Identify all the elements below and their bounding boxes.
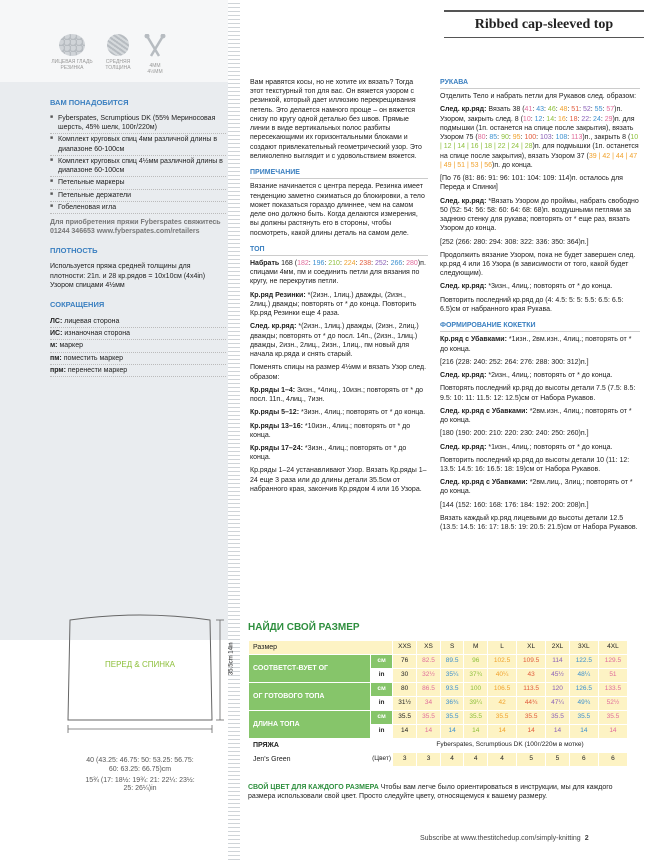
cast-on-text: Набрать 168 (182: 196: 210: 224: 238: 252: 266: 280)п. спицами 4мм, пм и соединить петли для вязания по кругу, не перекрутив петли.	[250, 259, 426, 286]
next-round-text: След. кр.ряд: *(2изн., 1лиц.) дважды, (2изн., 2лиц.) дважды; повторять от * до посл. 14п., (2изн., 1лиц.) дважды, 2изн., 2лиц., 2изн., 1лиц., пм новый для начала кр.ряда и снять старый.	[250, 323, 419, 359]
left-sidebar	[0, 0, 240, 640]
knit-texture-icon	[59, 34, 85, 56]
repeat-text: Повторить последний кр.ряд до (4: 4.5: 5: 5: 5.5: 6.5: 6.5: 6.5)см от набранного края Рукава.	[440, 296, 624, 313]
table-row: ОГ ГОТОВОГО ТОПА см 80 86.5 93.5 100 106.5 113.5 120 126.5 133.5	[249, 683, 628, 697]
page-title: Ribbed cap-sleeved top	[444, 10, 644, 38]
abbr-list	[50, 316, 226, 377]
schematic-diagram	[40, 605, 240, 755]
repeat-text: Повторить последний кр.ряд до высоты детали 10 (11: 12: 13.5: 14.5: 16: 16.5: 18: 19)см от Набора Рукавов.	[440, 456, 630, 473]
list-item: пм: поместить маркер	[50, 353, 226, 365]
table-row: ПРЯЖА Fyberspates, Scrumptious DK (100г/220м в мотке)	[249, 739, 628, 753]
list-item: ■ Комплект круговых спиц 4мм различной длины в диапазоне 60-100см	[50, 135, 226, 155]
size-table	[248, 640, 628, 767]
table-row: in 14 14 14 14 14 14 14 14 14	[249, 725, 628, 739]
density-title: ПЛОТНОСТЬ	[50, 246, 98, 256]
pattern-intro: Поменять спицы на размер 4½мм и вязать Узор след. образом:	[250, 364, 427, 381]
next-round-text: След. кр.ряд: *1изн., 4лиц.; повторять от * до конца.	[440, 443, 613, 451]
note-title: ПРИМЕЧАНИЕ	[250, 168, 428, 179]
yarn-ball-icon	[107, 34, 129, 56]
stitch-symbol: ЛИЦЕВАЯ ГЛАДЬ РЕЗИНКА	[50, 34, 94, 71]
table-row: in 30 32½ 35¼ 37¾ 40¼ 43 45½ 48¼ 51	[249, 669, 628, 683]
list-item: ■ Комплект круговых спиц 4½мм различной длины в диапазоне 60-100см	[50, 157, 226, 177]
materials-title: ВАМ ПОНАДОБИТСЯ	[50, 98, 129, 107]
armhole-round: След. кр.ряд: *Вязать Узором до проймы, набрать свободно 50 (52: 54: 56: 58: 60: 64: 68: 68)п. воздушными петлями за заднюю стенку для рукава; повторять от * еще раз, вязать Узором до конца.	[440, 197, 639, 233]
list-item: ■ Петельные маркеры	[50, 178, 226, 189]
abbr-title: СОКРАЩЕНИЯ	[50, 300, 105, 310]
repeat-text: Повторять последний кр.ряд до высоты детали 7.5 (7.5: 8.5: 9.5: 10: 11: 11.5: 12: 12.5)см от Набора Рукавов.	[440, 385, 636, 402]
table-row: ДЛИНА ТОПА см 35.5 35.5 35.5 35.5 35.5 35.5 35.5 35.5 35.5	[249, 711, 628, 725]
list-item: ■ Гобеленовая игла	[50, 203, 226, 214]
list-item: ИС: изнаночная сторона	[50, 328, 226, 340]
stitch-count: [144 (152: 160: 168: 176: 184: 192: 200: 208)п.]	[440, 501, 589, 509]
pattern-repeat-text: Кр.ряды 1–24 устанавливают Узор. Вязать Кр.ряды 1–24 еще 3 раза или до длины детали 35.5см от набранного края, закончив Кр.рядом 4 или 16 Узора.	[250, 467, 427, 493]
final-text: Вязать каждый кр.ряд лицевыми до высоты детали 12.5 (13.5: 14.5: 16: 17: 18.5: 19: 20.5: 21.5)см от Набора Рукавов.	[440, 514, 638, 532]
table-row: in 31½ 34 36¾ 39¼ 42 44¾ 47¼ 49¾ 52½	[249, 697, 628, 711]
needles-symbol: 4ММ 4½ММ	[140, 34, 170, 75]
table-row: Размер XXS XS S M L XL 2XL 3XL 4XL	[249, 641, 628, 655]
rounds-17-24: Кр.ряды 17–24: *3изн., 4лиц.; повторять от * до конца.	[250, 444, 407, 462]
materials-list	[50, 114, 226, 214]
density-text: Используется пряжа средней толщины для плотности: 21п. и 28 кр.рядов = 10х10см (4х4in) Узором спицами 4½мм	[50, 263, 206, 289]
list-item: прм: перенести маркер	[50, 365, 226, 377]
table-row: Jen's Green (Цвет) 3 3 4 4 4 5 5 6 6	[249, 753, 628, 767]
schematic-width: 40 (43.25: 46.75: 50: 53.25: 56.75: 60: 63.25: 66.75)cm 15¾ (17: 18½: 19¾: 21: 22¼: 23½: 25: 26¼)in	[85, 757, 195, 793]
sleeves-intro: Отделить Тело и набрать петли для Рукавов след. образом:	[440, 93, 637, 101]
size-table-title: НАЙДИ СВОЙ РАЗМЕР	[248, 622, 360, 633]
rounds-1-4: Кр.ряды 1–4: 3изн., *4лиц., 10изн.; повторять от * до посл. 11п., 4лиц., 7изн.	[250, 386, 424, 404]
table-row: СООТВЕТСТ-ВУЕТ ОГ см 76 82.5 89.5 96 102.5 109.5 114 122.5 129.5	[249, 655, 628, 669]
needles-icon	[144, 34, 166, 58]
list-item: м: маркер	[50, 340, 226, 352]
sleeves-round: След. кр.ряд: Вязать 38 (41: 43: 46: 48: 51: 52: 55: 57)п. Узором, закрыть след. 8 (10: 12: 14: 16: 18: 22: 24: 29)п. для подмышки (1п. останется на спице после закрытия), вязать Узором 75 (80: 85: 90: 95: 100: 103: 108: 113)п., закрыть 8 (10 | 12 | 14 | 16 | 18 | 22 | 24 | 28)п. для подмышки (1п. останется на спице после закрытия), вязать Узором 37 (39 | 42 | 44 | 47 | 49 | 51 | 53 | 56)п. до конца.	[440, 106, 639, 169]
stitch-count: [252 (266: 280: 294: 308: 322: 336: 350: 364)п.]	[440, 238, 589, 246]
instructions-column-1	[250, 78, 428, 498]
weight-symbol: СРЕДНЯЯ ТОЛЩИНА	[98, 34, 138, 71]
dec-round-3: След. кр.ряд с Убавками: *2вм.лиц., 3лиц.; повторять от * до конца.	[440, 479, 633, 496]
instructions-column-2	[440, 78, 640, 536]
rounds-13-16: Кр.ряды 13–16: *10изн., 4лиц.; повторять от * до конца.	[250, 422, 411, 439]
next-round-text: След. кр.ряд: *3изн., 4лиц.; повторять от * до конца.	[440, 283, 613, 291]
color-key-note: СВОЙ ЦВЕТ ДЛЯ КАЖДОГО РАЗМЕРА Чтобы вам легче было ориентироваться в инструкции, мы для каждого размера использовали свой цвет. Просто следуйте цвету, относящемуся к вашему размеру.	[248, 784, 613, 801]
stitch-count: [216 (228: 240: 252: 264: 276: 288: 300: 312)п.]	[440, 358, 589, 366]
yoke-title: ФОРМИРОВАНИЕ КОКЕТКИ	[440, 321, 640, 332]
list-item: ■ Fyberspates, Scrumptious DK (55% Мериносовая шерсть, 45% шелк, 100г/220м)	[50, 114, 226, 134]
subscribe-footer: Subscribe at www.thestitchedup.com/simply-knitting 2	[420, 835, 589, 842]
rounds-5-12: Кр.ряды 5–12: *3изн., 4лиц.; повторять от * до конца.	[250, 409, 426, 417]
schematic-label: ПЕРЕД & СПИНКА	[104, 660, 175, 669]
intro-text: Вам нравятся косы, но не хотите их вязать? Тогда этот текстурный топ для вас. Он вяжется узором с резинкой, который дает иллюзию перекрещивания петель. Это делается намного проще – он вяжется снизу по кругу одной деталью без швов. Прямые линии в виде вертикальных полос разбиты пересекающими их горизонтальными блоками и создают привлекательный геометрический узор. Это великолепно выглядит и с удовольствием вяжется.	[250, 79, 422, 160]
list-item: ■ Петельные держатели	[50, 191, 226, 202]
sleeves-title: РУКАВА	[440, 78, 640, 89]
garment-schematic	[40, 605, 240, 835]
retailer-note: Для приобретения пряжи Fyberspates свяжитесь 01244 346653 www.fyberspates.com/retailers	[50, 219, 221, 236]
continue-text: Продолжить вязание Узором, пока не будет завершен след. кр.ряд 4 или 16 Узора (в зависимости от того, какой будет следующим).	[440, 251, 636, 278]
dec-round-2: След. кр.ряд с Убавками: *2вм.изн., 4лиц.; повторять от * до конца.	[440, 407, 632, 425]
stitch-count: [180 (190: 200: 210: 220: 230: 240: 250: 260)п.]	[440, 430, 589, 438]
stitch-count: [По 76 (81: 86: 91: 96: 101: 104: 109: 114)п. осталось для Переда и Спинки]	[440, 175, 623, 192]
next-round-text: След. кр.ряд: *2изн., 4лиц.; повторять от * до конца.	[440, 372, 613, 380]
schematic-height: 35.5cm 14in	[228, 642, 235, 676]
page-number: 2	[584, 835, 589, 842]
note-text: Вязание начинается с центра переда. Резинка имеет тенденцию заметно сжиматься до блокировки, а тело может показаться гораздо длиннее, чем на самом деле оно должно быть. Когда делаются измерения, вы должны растянуть его в стороны, чтобы посмотреть, какой длины деталь на самом деле.	[250, 183, 425, 237]
top-title: ТОП	[250, 245, 428, 256]
rib-round-text: Кр.ряд Резинки: *(2изн., 1лиц.) дважды, (2изн., 2лиц.) дважды; повторять от * до конца. Повторить Кр.ряд Резинки еще 4 раза.	[250, 291, 417, 318]
dec-round-1: Кр.ряд с Убавками: *1изн., 2вм.изн., 4лиц.; повторять от * до конца.	[440, 336, 632, 353]
list-item: ЛС: лицевая сторона	[50, 316, 226, 328]
materials-section	[50, 98, 226, 377]
